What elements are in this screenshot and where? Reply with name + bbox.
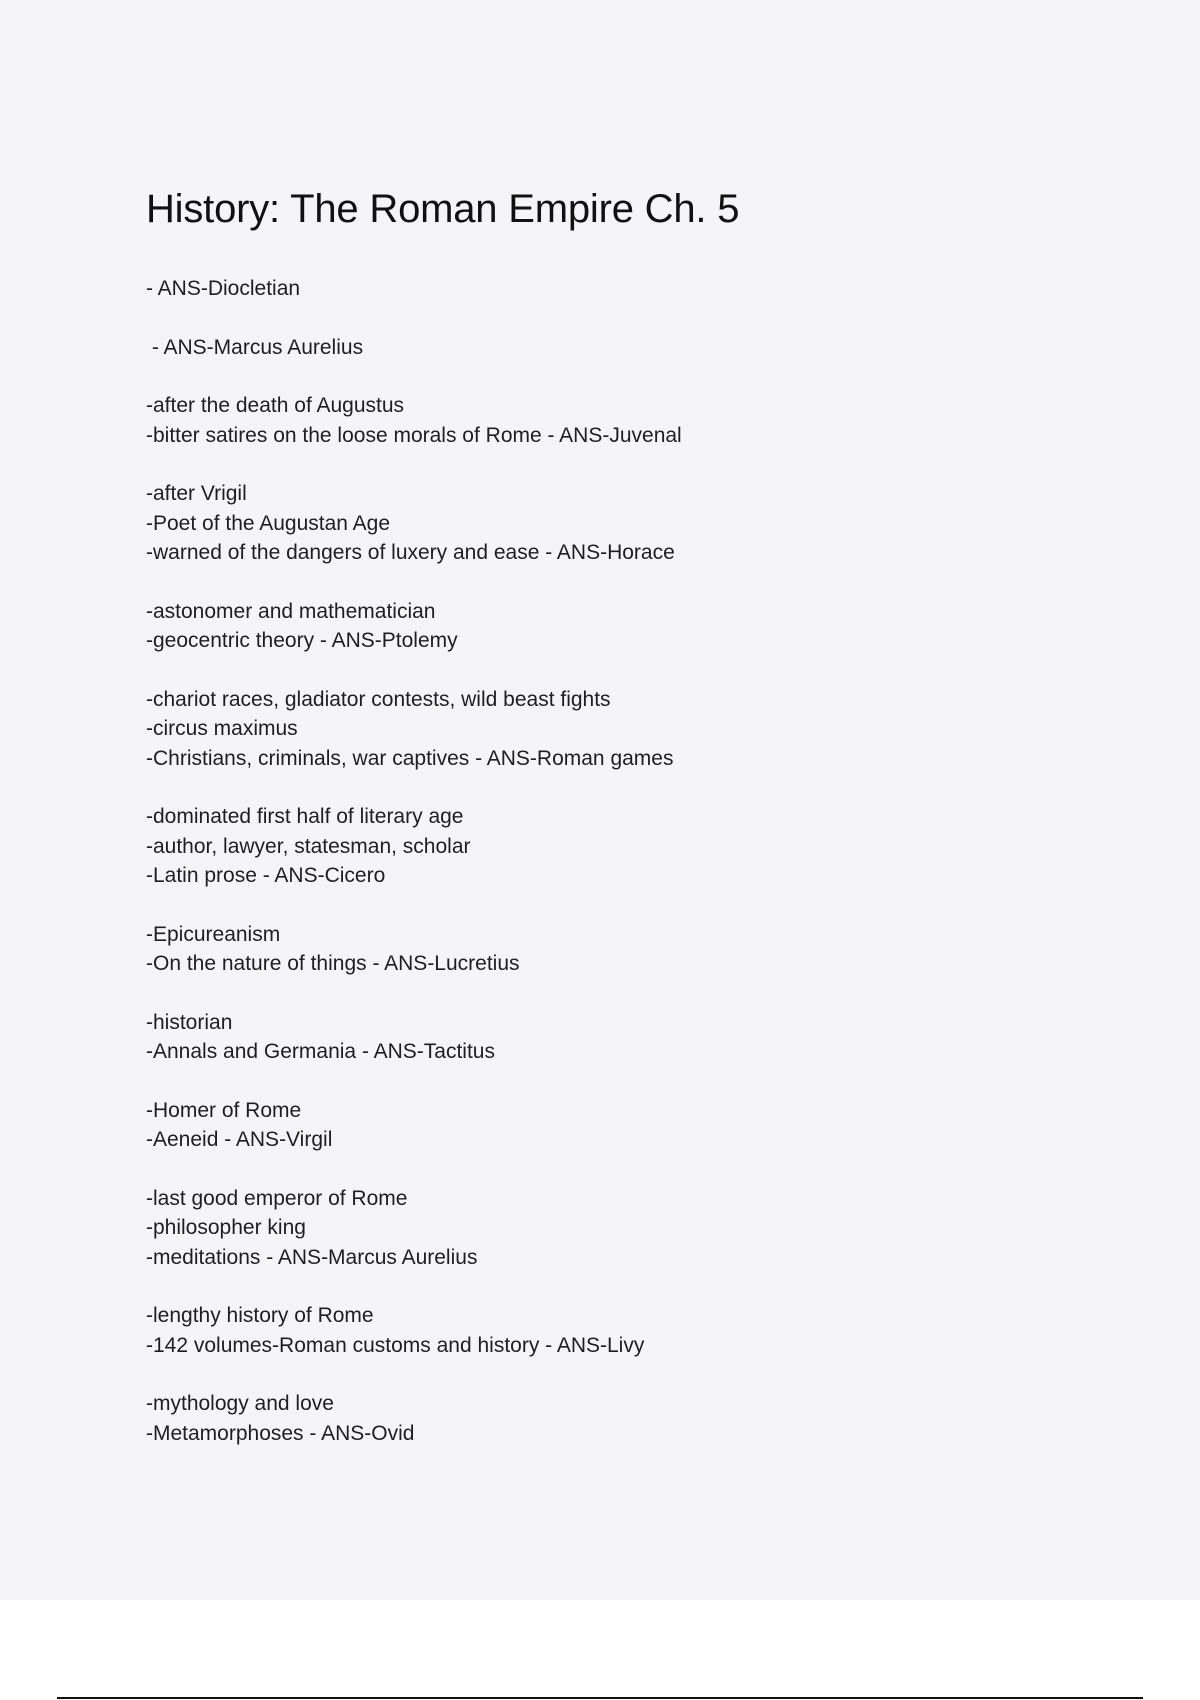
flashcard-line: - ANS-Marcus Aurelius xyxy=(146,335,364,359)
flashcard-line: -Aeneid - ANS-Virgil xyxy=(146,1128,333,1151)
flashcard-entry xyxy=(146,685,1106,774)
flashcard-line: -warned of the dangers of luxery and ease - ANS-Horace xyxy=(146,541,675,564)
flashcard-line: -Annals and Germania - ANS-Tactitus xyxy=(146,1040,495,1063)
flashcard-entry xyxy=(146,1008,1106,1067)
flashcard-line: -Poet of the Augustan Age xyxy=(146,511,391,535)
flashcard-entry xyxy=(146,1389,1106,1448)
flashcard-entry xyxy=(146,391,1106,450)
flashcard-line: -142 volumes-Roman customs and history - ANS-Livy xyxy=(146,1333,645,1357)
flashcard-line: -after Vrigil xyxy=(146,482,247,505)
flashcard-entry xyxy=(146,920,1106,979)
flashcard-line: -geocentric theory - ANS-Ptolemy xyxy=(146,629,458,652)
flashcard-line: -Christians, criminals, war captives - ANS-Roman games xyxy=(146,746,674,770)
flashcard-line: - ANS-Diocletian xyxy=(146,277,301,300)
flashcard-entry xyxy=(146,1301,1106,1360)
flashcard-line: -Metamorphoses - ANS-Ovid xyxy=(146,1421,415,1445)
flashcard-line: -Homer of Rome xyxy=(146,1098,302,1122)
flashcard-line: -author, lawyer, statesman, scholar xyxy=(146,834,471,858)
page-divider xyxy=(57,1697,1143,1699)
flashcard-line: -astonomer and mathematician xyxy=(146,599,436,623)
flashcard-line: -chariot races, gladiator contests, wild beast fights xyxy=(146,687,611,711)
flashcard-line: -mythology and love xyxy=(146,1392,334,1415)
document-content xyxy=(146,186,1106,1477)
flashcard-line: -after the death of Augustus xyxy=(146,394,405,417)
flashcard-line: -last good emperor of Rome xyxy=(146,1186,408,1210)
flashcard-line: -bitter satires on the loose morals of Rome - ANS-Juvenal xyxy=(146,423,682,447)
flashcard-line: -meditations - ANS-Marcus Aurelius xyxy=(146,1245,478,1269)
flashcard-line: -Latin prose - ANS-Cicero xyxy=(146,864,386,887)
flashcard-entry xyxy=(146,333,1106,363)
flashcard-entry xyxy=(146,597,1106,656)
flashcard-entry xyxy=(146,1096,1106,1155)
flashcard-line: -circus maximus xyxy=(146,717,298,740)
page-title: History: The Roman Empire Ch. 5 xyxy=(146,187,740,231)
flashcard-line: -On the nature of things - ANS-Lucretius xyxy=(146,952,520,975)
flashcard-entry xyxy=(146,1184,1106,1273)
flashcard-entry xyxy=(146,479,1106,568)
flashcard-entry xyxy=(146,274,1106,304)
flashcard-line: -philosopher king xyxy=(146,1216,306,1239)
flashcard-list xyxy=(146,274,1106,1448)
flashcard-line: -Epicureanism xyxy=(146,922,281,946)
flashcard-line: -historian xyxy=(146,1010,233,1034)
flashcard-entry xyxy=(146,802,1106,891)
flashcard-line: -dominated first half of literary age xyxy=(146,805,464,828)
flashcard-line: -lengthy history of Rome xyxy=(146,1304,374,1327)
